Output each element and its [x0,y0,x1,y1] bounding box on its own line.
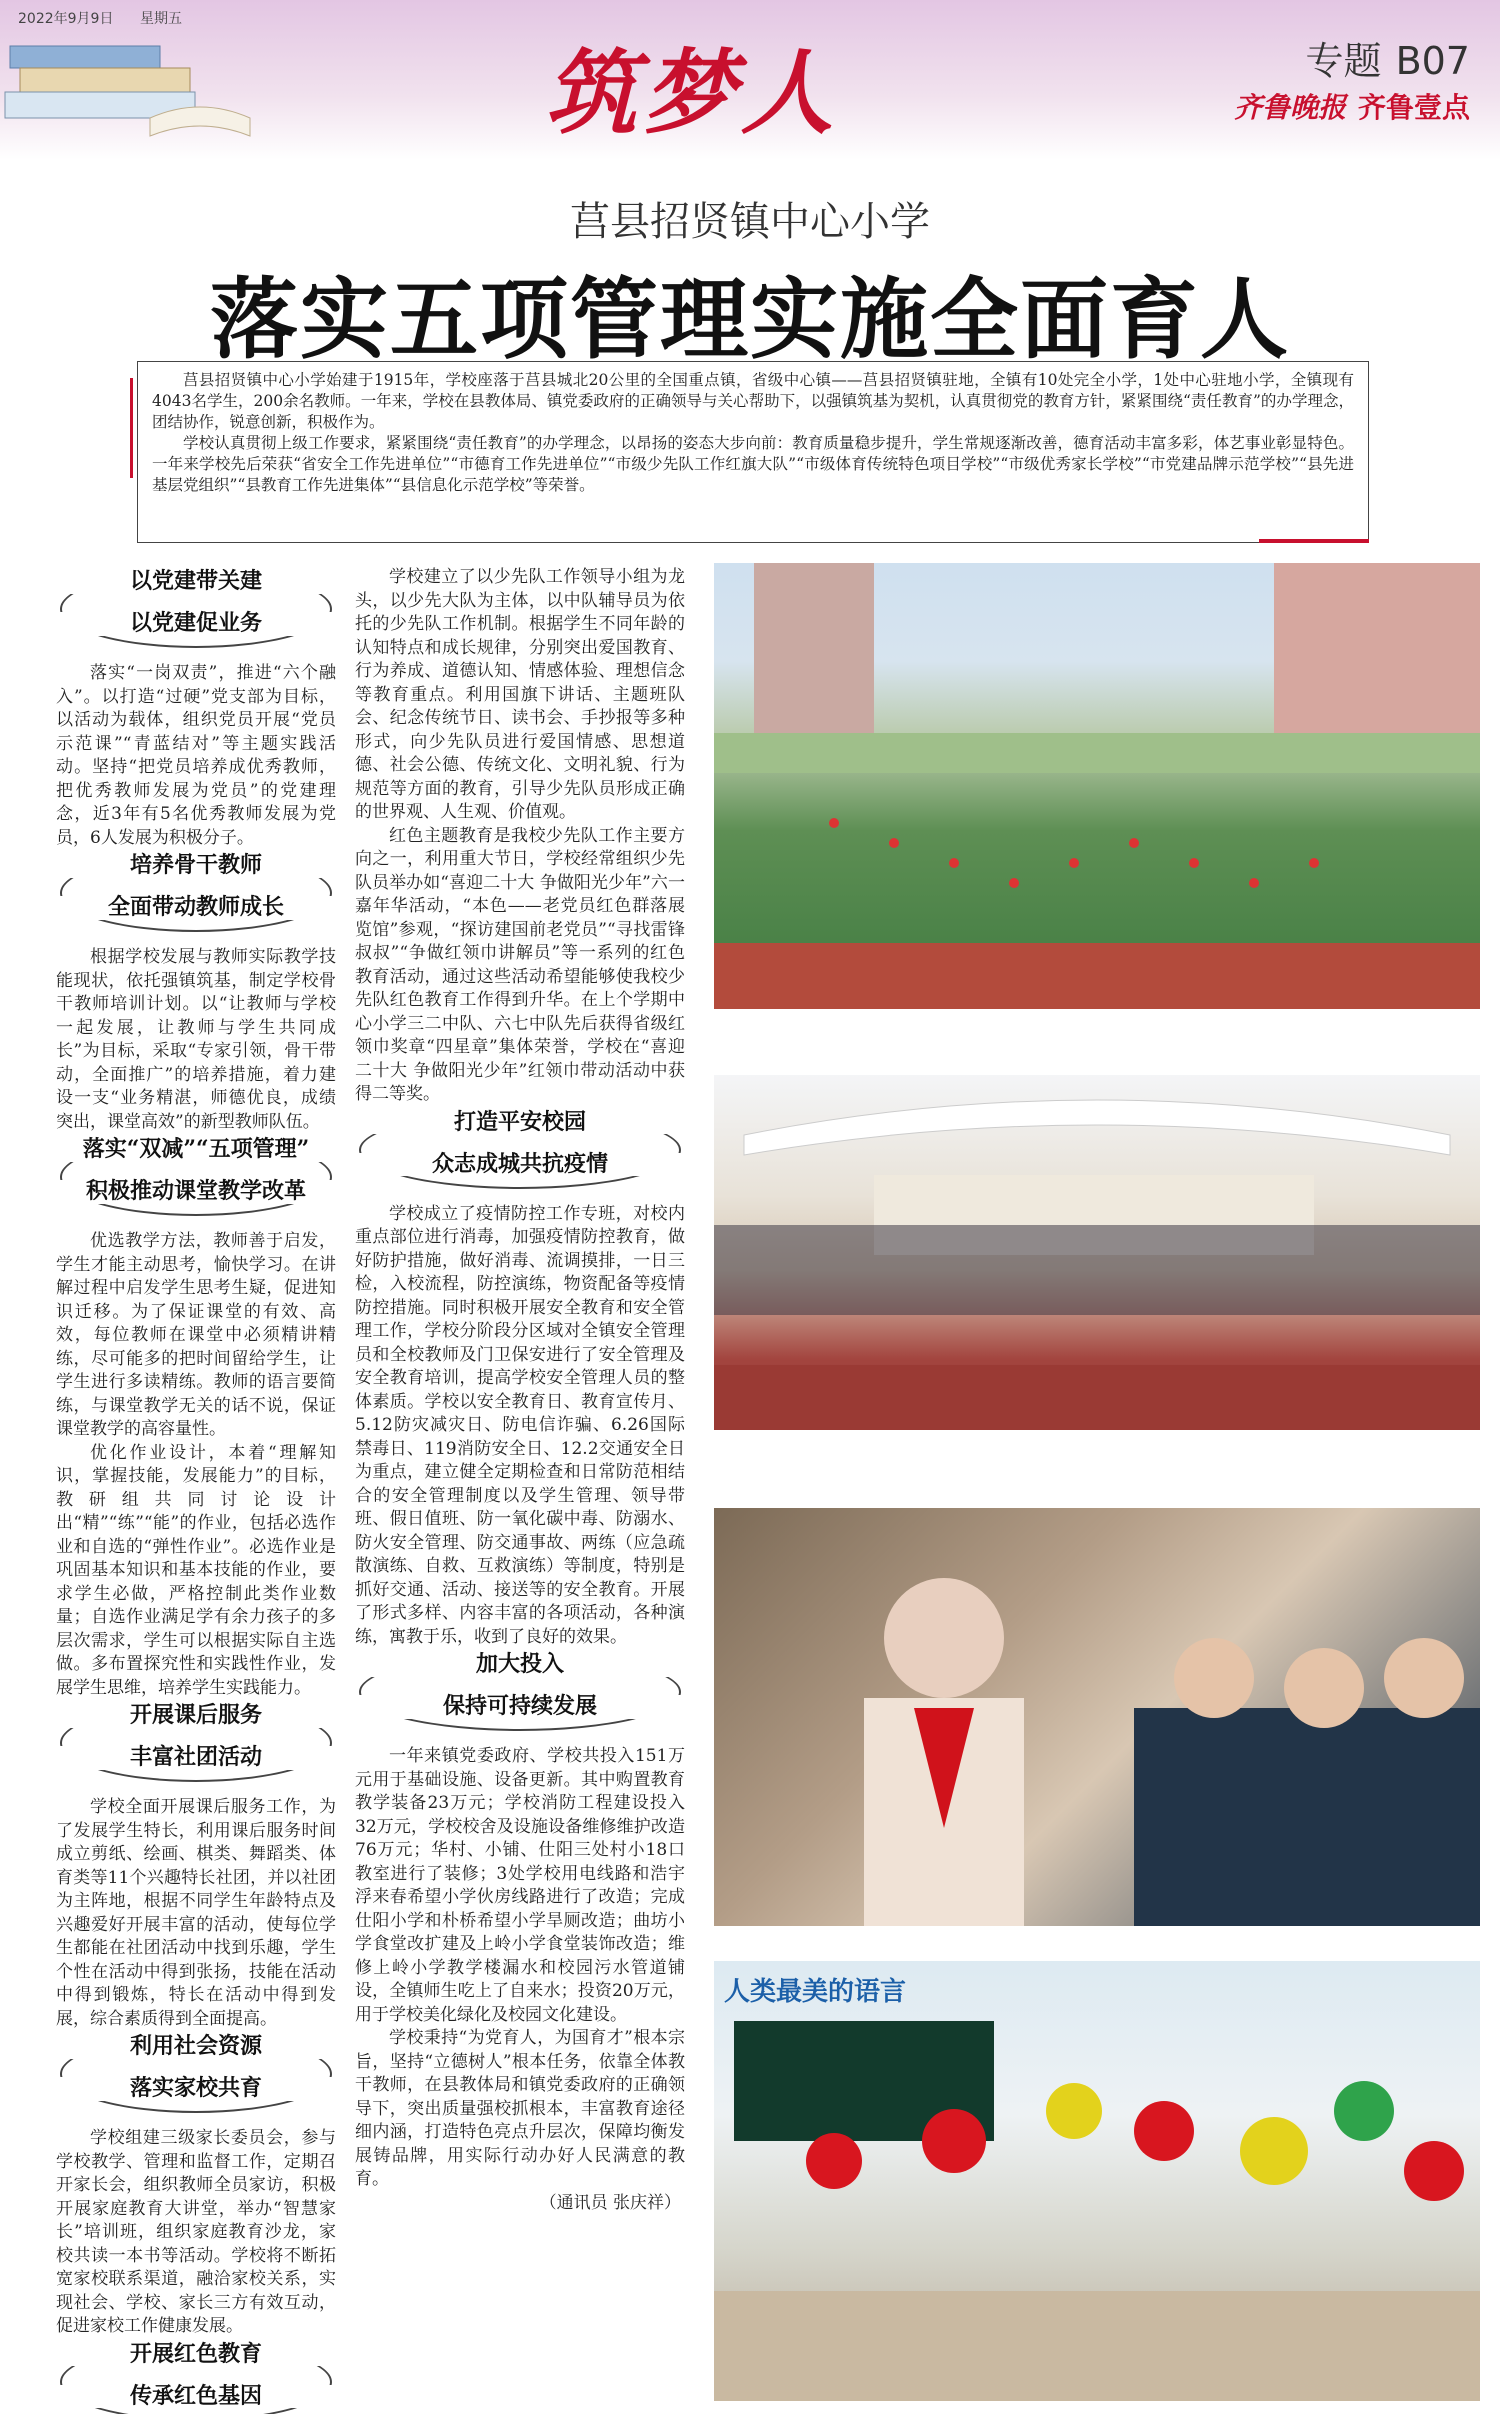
text-column-1 [56,566,336,2414]
photo-sports-field-art [714,563,1480,1009]
masthead-title: 筑梦人 [545,39,840,147]
section-heading [56,568,336,654]
heading-line-2: 以党建促业务 [124,610,268,636]
heading-line-1: 落实“双减”“五项管理” [77,1136,316,1162]
photo-banner-text: 人类最美的语言 [724,1977,907,2007]
paper-name-secondary: 齐鲁壹点 [1357,91,1470,124]
photo-sports-field [714,563,1480,1009]
heading-line-2: 保持可持续发展 [437,1693,603,1719]
books-illustration [0,26,260,146]
issue-weekday: 星期五 [140,11,182,27]
heading-line-1: 培养骨干教师 [124,852,268,878]
intro-paragraph: 学校认真贯彻上级工作要求，紧紧围绕“责任教育”的办学理念，以昂扬的姿态大步向前：教育质量稳步提升，学生常规逐渐改善，德育活动丰富多彩，体艺事业彰显特色。一年来学校先后荣获“省安全工作先进单位”“市德育工作先进单位”“市级少先队工作红旗大队”“市级体育传统特色项目学校”“市级优秀家长学校”“市党建品牌示范学校”“县先进基层党组织”“县教育工作先进集体”“县信息化示范学校”等荣誉。 [152,434,1354,494]
section-heading [56,1136,336,1222]
article-title: 落实五项管理实施全面育人 [209,267,1290,371]
heading-line-1: 加大投入 [470,1651,570,1677]
body-paragraph: 落实“一岗双责”，推进“六个融入”。以打造“过硬”党支部为目标，以活动为载体，组织党员开展“党员示范课”“青蓝结对”等主题实践活动。坚持“把党员培养成优秀教师，把优秀教师发展为党员”的党建理念，近3年有5名优秀教师发展为党员，6人发展为积极分子。 [56,663,336,848]
byline: （通讯员 张庆祥） [539,2192,681,2213]
heading-line-1: 开展红色教育 [124,2341,268,2367]
section-heading [56,1702,336,1788]
intro-paragraph: 莒县招贤镇中心小学始建于1915年，学校座落于莒县城北20公里的全国重点镇，省级中心镇——莒县招贤镇驻地，全镇有10处完全小学，1处中心驻地小学，全镇现有4043名学生，200余名教师。一年来，学校在县教体局、镇党委政府的正确领导与关心帮助下，以强镇筑基为契机，认真贯彻党的教育方针，紧紧围绕“责任教育”的办学理念，团结协作，锐意创新，积极作为。 [152,371,1354,431]
body-paragraph: 学校秉持“为党育人，为国育才”根本宗旨，坚持“立德树人”根本任务，依靠全体教干教师，在县教体局和镇党委政府的正确领导下，突出质量强校抓根本，丰富教育途径细内涵，打造特色亮点升层次，保障均衡发展铸品牌，用实际行动办好人民满意的教育。 [355,2028,685,2189]
section-heading [355,1651,685,1737]
photo-teacher-students-art [714,1508,1480,1926]
photo-fan-dance [714,1961,1480,2401]
section-heading [56,2341,336,2414]
heading-line-2: 传承红色基因 [124,2383,268,2409]
intro-accent-bar [130,378,133,478]
page-number: B07 [1395,39,1470,83]
body-paragraph: 优选教学方法，教师善于启发，学生才能主动思考，愉快学习。在讲解过程中启发学生思考生疑，促进知识迁移。为了保证课堂的有效、高效，每位教师在课堂中必须精讲精练，尽可能多的把时间留给学生，让学生进行多读精练。教师的语言要简练，与课堂教学无关的话不说，保证课堂教学的高容量性。 [56,1231,336,1439]
intro-box [137,361,1369,543]
body-paragraph: 学校成立了疫情防控工作专班，对校内重点部位进行消毒，加强疫情防控教育，做好防护措施，做好消毒、流调摸排，一日三检，入校流程，防控演练，物资配备等疫情防控措施。同时积极开展安全教育和安全管理工作，学校分阶段分区域对全镇安全管理员和全校教师及门卫保安进行了安全管理及安全教育培训，提高学校安全管理人员的整体素质。学校以安全教育日、教育宣传月、5.12防灾减灾日、防电信诈骗、6.26国际禁毒日、119消防安全日、12.2交通安全日为重点，建立健全定期检查和日常防范相结合的安全管理制度以及学生管理、领导带班、假日值班、防一氧化碳中毒、防溺水、防火安全管理、防交通事故、两练（应急疏散演练、自救、互救演练）等制度，特别是抓好交通、活动、接送等的安全教育。开展了形式多样、内容丰富的各项活动，各种演练，寓教于乐，收到了良好的效果。 [355,1203,685,1647]
page-header [0,0,1500,160]
body-paragraph: 红色主题教育是我校少先队工作主要方向之一，利用重大节日，学校经常组织少先队员举办如“喜迎二十大 争做阳光少年”六一嘉年华活动，“本色——老党员红色群落展览馆”参观，“探访建国前老党员”“寻找雷锋叔叔”“争做红领巾讲解员”等一系列的红色教育活动，通过这些活动希望能够使我校少先队红色教育工作得到升华。在上个学期中心小学三二中队、六七中队先后获得省级红领巾奖章“四星章”集体荣誉，学校在“喜迎二十大 争做阳光少年”红领巾带动活动中获得二等奖。 [355,825,685,1104]
heading-line-2: 全面带动教师成长 [102,894,290,920]
paper-name-primary: 齐鲁晚报 [1233,91,1346,124]
heading-line-2: 落实家校共育 [124,2075,268,2101]
body-paragraph: 一年来镇党委政府、学校共投入151万元用于基础设施、设备更新。其中购置教育教学装备23万元；学校消防工程建设投入32万元，学校校舍及设施设备维修维护改造76万元；华村、小铺、仕阳三处村小18口教室进行了装修；3处学校用电线路和浩宇浮来春希望小学伙房线路进行了改造；完成仕阳小学和朴桥希望小学旱厕改造；曲坊小学食堂改扩建及上岭小学食堂装饰改造；维修上岭小学教学楼漏水和校园污水管道铺设，全镇师生吃上了自来水；投资20万元，用于学校美化绿化及校园文化建设。 [355,1746,685,2025]
body-paragraph: 学校全面开展课后服务工作，为了发展学生特长，利用课后服务时间成立剪纸、绘画、棋类、舞蹈类、体育类等11个兴趣特长社团，并以社团为主阵地，根据不同学生年龄特点及兴趣爱好开展丰富的活动，使每位学生都能在社团活动中找到乐趣，学生个性在活动中得到张扬，技能在活动中得到锻炼，特长在活动中得到发展，综合素质得到全面提高。 [56,1797,336,2029]
heading-line-1: 开展课后服务 [124,1702,268,1728]
body-paragraph: 优化作业设计，本着“理解知识，掌握技能，发展能力”的目标，教研组共同讨论设计出“精”“练”“能”的作业，包括必选作业和自选的“弹性作业”。必选作业是巩固基本知识和基本技能的作业，要求学生必做，严格控制此类作业数量；自选作业满足学有余力孩子的多层次需求，学生可以根据实际自主选做。多布置探究性和实践性作业，发展学生思维，培养学生实践能力。 [56,1442,336,1698]
heading-line-2: 丰富社团活动 [124,1744,268,1770]
body-paragraph: 根据学校发展与教师实际教学技能现状，依托强镇筑基，制定学校骨干教师培训计划。以“让教师与学校一起发展，让教师与学生共同成长”为目标，采取“专家引领，骨干带动，全面推广”的培养措施，着力建设一支“业务精湛，师德优良，成绩突出，课堂高效”的新型教师队伍。 [56,947,336,1132]
heading-line-1: 以党建带关建 [124,568,268,594]
photo-teacher-students [714,1508,1480,1926]
paper-name [1234,86,1470,126]
section-name: 专题 [1305,39,1382,83]
photo-teachers-stage [714,1075,1480,1430]
body-paragraph: 学校组建三级家长委员会，参与学校教学、管理和监督工作，定期召开家长会，组织教师全员家访，积极开展家庭教育大讲堂，举办“智慧家长”培训班，组织家庭教育沙龙，家校共读一本书等活动。学校将不断拓宽家校联系渠道，融洽家校关系，实现社会、学校、家长三方有效互动，促进家校工作健康发展。 [56,2128,336,2336]
photo-teachers-stage-art [714,1075,1480,1430]
body-paragraph: 学校建立了以少先队工作领导小组为龙头，以少先大队为主体，以中队辅导员为依托的少先队工作机制。根据学生不同年龄的认知特点和成长规律，分别突出爱国教育、行为养成、道德认知、情感体验、理想信念等教育重点。利用国旗下讲话、主题班队会、纪念传统节日、读书会、手抄报等多种形式，向少先队员进行爱国情感、思想道德、社会公德、传统文化、文明礼貌、行为规范等方面的教育，引导少先队员形成正确的世界观、人生观、价值观。 [355,567,685,822]
heading-line-2: 积极推动课堂教学改革 [80,1178,312,1204]
section-heading [56,2033,336,2119]
section-label [1292,30,1470,85]
issue-date: 2022年9月9日 [18,11,114,27]
section-heading [56,852,336,938]
heading-line-1: 打造平安校园 [448,1109,592,1135]
section-heading [355,1109,685,1195]
heading-line-1: 利用社会资源 [124,2033,268,2059]
text-column-2 [355,566,685,2215]
heading-line-2: 众志成城共抗疫情 [426,1151,614,1177]
article-subtitle: 莒县招贤镇中心小学 [570,199,930,245]
photo-fan-dance-art [714,1961,1480,2401]
